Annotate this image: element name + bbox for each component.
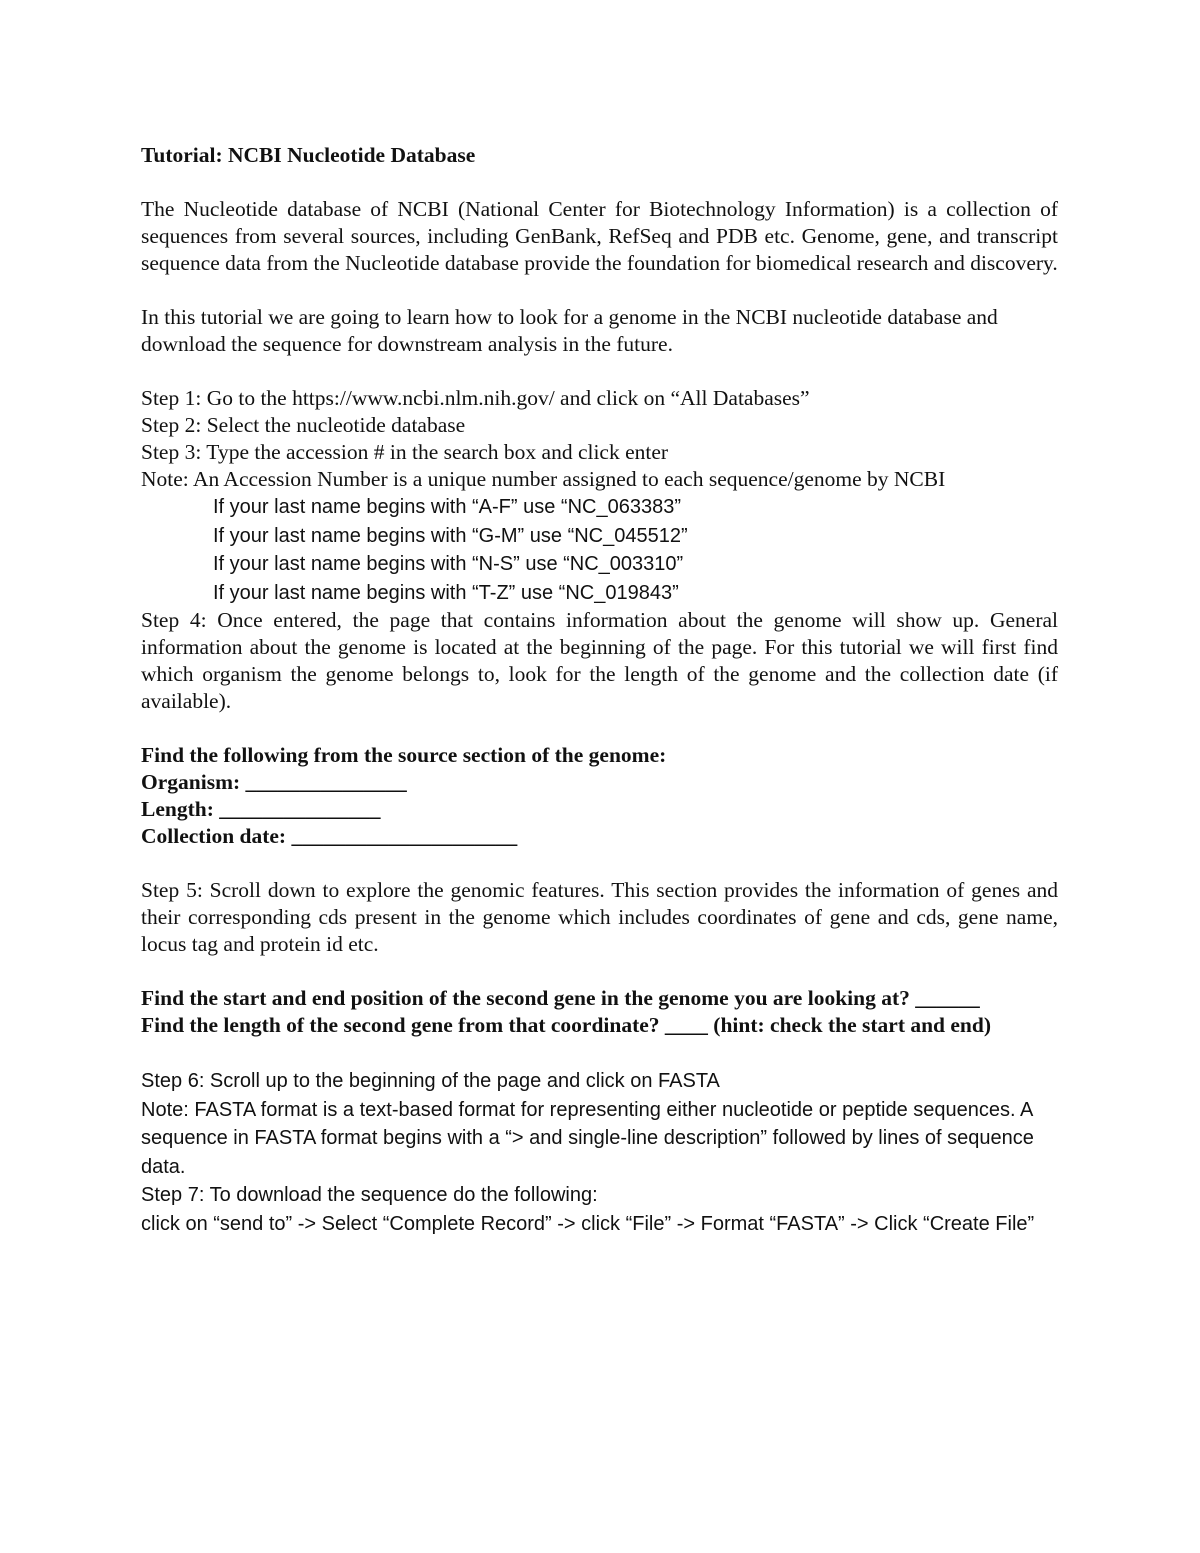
organism-field: Organism: _______________ [141, 770, 407, 794]
step-1: Step 1: Go to the https://www.ncbi.nlm.nih.gov/ and click on “All Databases” [141, 386, 810, 410]
fasta-note: Note: FASTA format is a text-based format for representing either nucleotide or peptide sequences. A sequence in FASTA format begins with a “> and single-line description” followed by lines of sequence data. [141, 1098, 1034, 1178]
step-4: Step 4: Once entered, the page that contains information about the genome will show up. General information about the genome is located at the beginning of the page. For this tutorial we will first find which organism the genome belongs to, look for the length of the genome and the collection date (if available). [141, 608, 1058, 713]
accession-option-g-m: If your last name begins with “G-M” use “NC_045512” [213, 524, 688, 547]
document-title: Tutorial: NCBI Nucleotide Database [141, 143, 476, 167]
step-7: Step 7: To download the sequence do the following: [141, 1184, 598, 1206]
question-gene-position: Find the start and end position of the second gene in the genome you are looking at? ______ [141, 986, 980, 1010]
collection-date-field: Collection date: _____________________ [141, 824, 518, 848]
source-section-heading: Find the following from the source section of the genome: [141, 743, 667, 767]
accession-option-a-f: If your last name begins with “A-F” use “NC_063383” [213, 496, 681, 518]
tutorial-aim-paragraph: In this tutorial we are going to learn how to look for a genome in the NCBI nucleotide database and download the sequence for downstream analysis in the future. [141, 305, 998, 356]
accession-option-n-s: If your last name begins with “N-S” use “NC_003310” [213, 553, 684, 575]
step-7-instructions: click on “send to” -> Select “Complete Record” -> click “File” -> Format “FASTA” -> Click “Create File” [141, 1212, 1035, 1235]
step-3: Step 3: Type the accession # in the search box and click enter [141, 440, 669, 464]
step-5: Step 5: Scroll down to explore the genomic features. This section provides the information of genes and their corresponding cds present in the genome which includes coordinates of gene and cds, gene name, locus tag and protein id etc. [141, 878, 1058, 956]
accession-option-t-z: If your last name begins with “T-Z” use “NC_019843” [213, 581, 679, 604]
question-gene-length: Find the length of the second gene from that coordinate? ____ (hint: check the start and end) [141, 1013, 992, 1037]
accession-note: Note: An Accession Number is a unique number assigned to each sequence/genome by NCBI [141, 467, 946, 491]
length-field: Length: _______________ [141, 797, 381, 821]
intro-paragraph: The Nucleotide database of NCBI (National Center for Biotechnology Information) is a collection of sequences from several sources, including GenBank, RefSeq and PDB etc. Genome, gene, and transcript sequence data from the Nucleotide database provide the foundation for biomedical research and discovery. [141, 197, 1058, 275]
step-6: Step 6: Scroll up to the beginning of the page and click on FASTA [141, 1070, 720, 1092]
document-page [141, 142, 1058, 1238]
step-2: Step 2: Select the nucleotide database [141, 413, 466, 437]
